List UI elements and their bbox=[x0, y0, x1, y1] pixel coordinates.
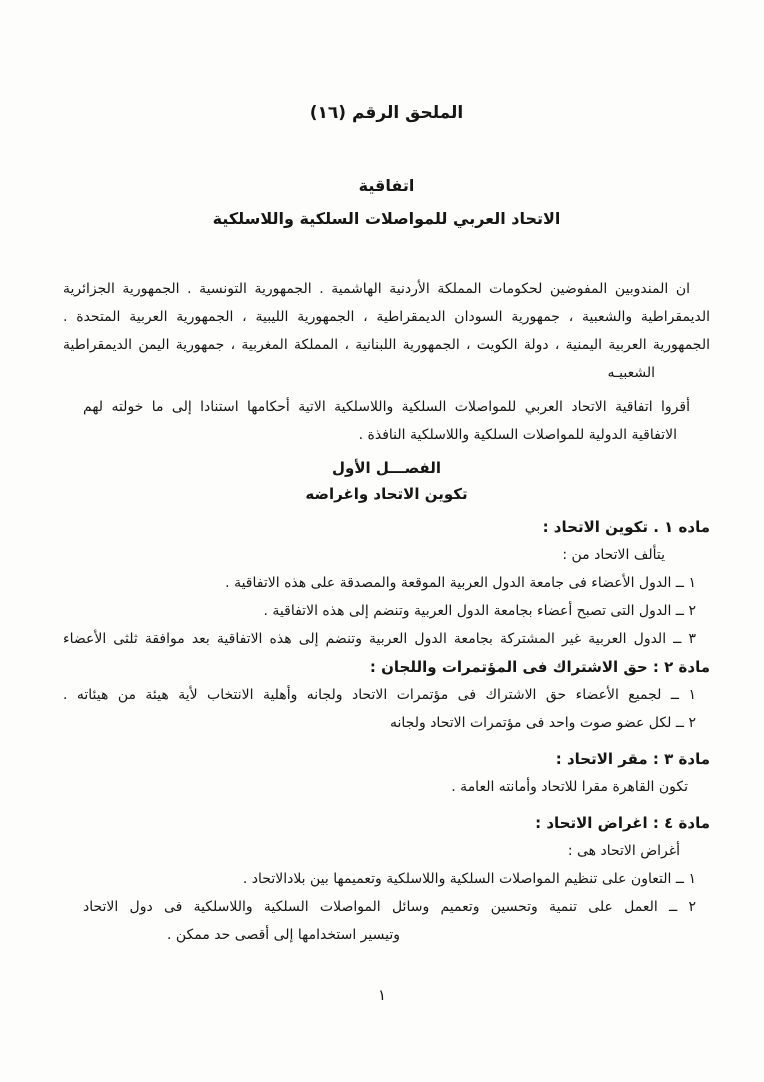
document-content bbox=[0, 100, 764, 949]
article-2 bbox=[63, 653, 710, 737]
article-1-item: ٣ ــ الدول العربية غير المشتركة بجامعة الدول العربية وتنضم إلى هذه الاتفاقية بعد موافقة ثلثى الأعضاء bbox=[63, 631, 696, 647]
article-1-heading: ماده ١ . تكوين الاتحاد : bbox=[542, 518, 710, 536]
article-2-item: ٢ ــ لكل عضو صوت واحد فى مؤتمرات الاتحاد ولجانه bbox=[390, 715, 696, 731]
article-2-heading: مادة ٢ : حق الاشتراك فى المؤتمرات واللجان : bbox=[369, 658, 710, 676]
document-title: اتفاقية bbox=[358, 176, 415, 195]
page-number: ١ bbox=[377, 986, 387, 1004]
preamble-line: الديمقراطية والشعبية ، جمهورية السودان الديمقراطية ، الجمهورية الليبية ، الجمهورية العربية المتحدة . bbox=[63, 309, 710, 325]
article-3-heading: مادة ٣ : مقر الاتحاد : bbox=[555, 750, 710, 768]
article-1-item: ٢ ــ الدول التى تصبح أعضاء بجامعة الدول العربية وتنضم إلى هذه الاتفاقية . bbox=[263, 603, 696, 619]
article-4-item: ٢ ــ العمل على تنمية وتحسين وتعميم وسائل المواصلات السلكية واللاسلكية فى دول الاتحاد bbox=[83, 899, 696, 915]
appendix-label: الملحق الرقم (١٦) bbox=[309, 103, 464, 123]
article-2-item: ١ ــ لجميع الأعضاء حق الاشتراك فى مؤتمرات الاتحاد ولجانه وأهلية الانتخاب لأية هيئة من هيئاته . bbox=[63, 687, 696, 703]
preamble-line: أقروا اتفاقية الاتحاد العربي للمواصلات السلكية واللاسلكية الاتية أحكامها استنادا إلى ما خولته لهم bbox=[83, 399, 690, 415]
document-subtitle: الاتحاد العربي للمواصلات السلكية واللاسلكية bbox=[212, 209, 561, 228]
chapter-heading bbox=[63, 455, 710, 507]
preamble-line: الشعبيـه bbox=[607, 365, 655, 381]
chapter-subtitle: تكوين الاتحاد واغراضه bbox=[305, 485, 468, 503]
article-3 bbox=[63, 745, 710, 801]
article-4-intro: أغراض الاتحاد هى : bbox=[567, 843, 680, 859]
chapter-title: الفصـــل الأول bbox=[332, 459, 441, 477]
article-4-item-continuation: وتيسير استخدامها إلى أقصى حد ممكن . bbox=[166, 927, 400, 943]
article-4-heading: مادة ٤ : اغراض الاتحاد : bbox=[535, 814, 710, 832]
article-4 bbox=[63, 809, 710, 949]
preamble-paragraph-1 bbox=[63, 275, 710, 387]
article-1-item: ١ ــ الدول الأعضاء فى جامعة الدول العربية الموقعة والمصدقة على هذه الاتفاقية . bbox=[225, 575, 696, 591]
preamble-paragraph-2 bbox=[63, 393, 710, 449]
article-4-item: ١ ــ التعاون على تنظيم المواصلات السلكية واللاسلكية وتعميمها بين بلادالاتحاد . bbox=[242, 871, 696, 887]
article-3-body: تكون القاهرة مقرا للاتحاد وأمانته العامة . bbox=[451, 779, 688, 795]
preamble-line: ان المندوبين المفوضين لحكومات المملكة الأردنية الهاشمية . الجمهورية التونسية . الجمهورية الجزائرية bbox=[63, 281, 690, 297]
article-1-intro: يتألف الاتحاد من : bbox=[562, 547, 665, 563]
preamble-line: الاتفاقية الدولية للمواصلات السلكية واللاسلكية النافذة . bbox=[358, 427, 677, 443]
article-1 bbox=[63, 513, 710, 653]
preamble-line: الجمهورية العربية اليمنية ، دولة الكويت ، الجمهورية اللبنانية ، المملكة المغربية ، جمهورية اليمن الديمقراطية bbox=[63, 337, 710, 353]
